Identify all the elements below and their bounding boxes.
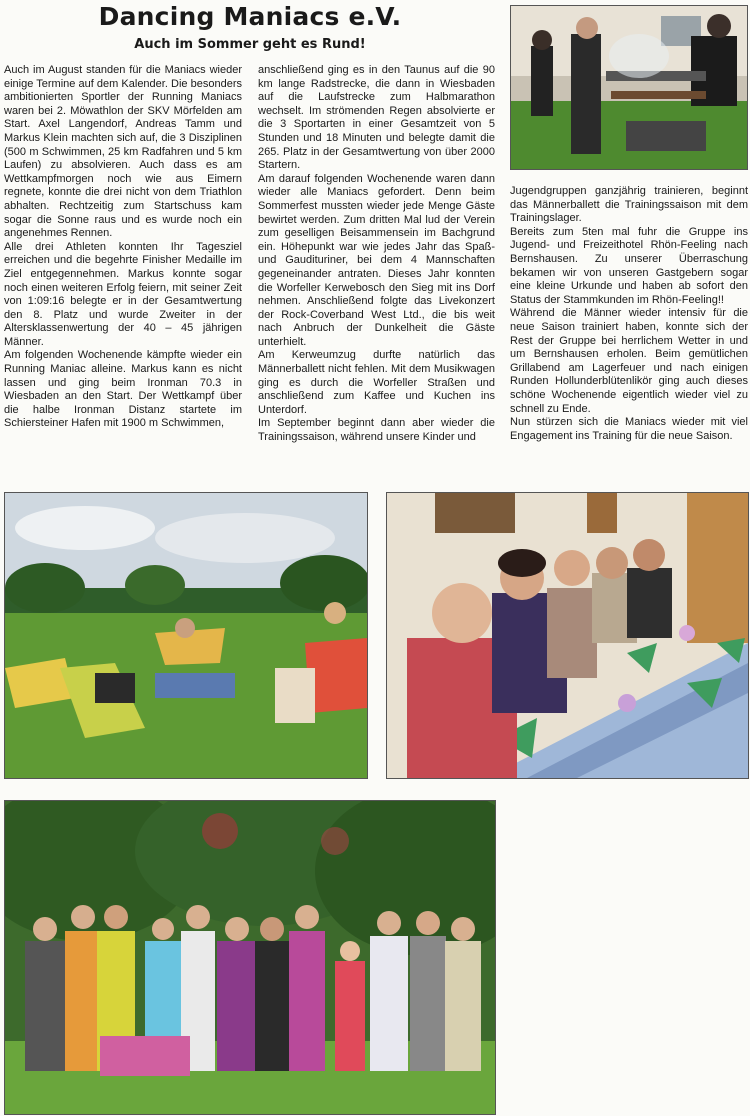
article-subtitle: Auch im Sommer geht es Rund!: [134, 37, 366, 52]
people-at-table-photo: [386, 492, 749, 779]
paragraph: Auch im August standen für die Maniacs wieder einige Termine auf dem Kalender. Die besonders ambitionierten Sportler der Running Maniacs waren bei 2. Möwathlon der SKV Mörfelden am Start. Axel Langendorf, Andreas Tamm und Markus Klein machten sich auf, die 3 Disziplinen (500 m Schwimmen, 25 km Radfahren und 5 km Laufen) zu absolvieren. Auch dass es am Wettkampfmorgen noch wie aus Eimern regnete, konnte die drei nicht von dem Triathlon abhalten. Rechtzeitig zum Startschuss kam sogar die Sonne raus und es wurde noch ein angenehmes Rennen.: [4, 64, 242, 240]
text-column-1: [4, 64, 242, 431]
article-title: Dancing Maniacs e.V.: [98, 2, 402, 31]
paragraph: Während die Männer wieder intensiv für die neue Saison trainiert haben, konnte sich der Rest der Gruppe bei herrlichem Wetter in und um Bernshausen erholen. Beim gemütlichen Grillabend am Lagerfeuer und nach einigen Runden Hollunderblütenlikör ging auch dieses schöne Wochenende eigentlich wieder viel zu schnell zu Ende.: [510, 307, 748, 415]
paragraph: Bereits zum 5ten mal fuhr die Gruppe ins Jugend- und Freizeithotel Rhön-Feeling nach Bernshausen. Zu unserer Überraschung bekamen wir von unseren Gastgebern sogar eine kleine Urkunde und haben ab sofort den Status der Stammkunden im Rhön-Feeling!!: [510, 225, 748, 306]
group-photo: [4, 800, 496, 1115]
paragraph: anschließend ging es in den Taunus auf die 90 km lange Radstrecke, die dann in Wiesbaden auf die Laufstrecke zum Halbmarathon wechselt. Im strömenden Regen absolvierte er die 3 Sportarten in einer Gesamtzeit von 5 Stunden und 18 Minuten und belegte damit die 265. Platz in der Gesamtwertung von über 2000 Startern.: [258, 64, 495, 172]
text-column-3: [510, 185, 748, 443]
deckchairs-on-lawn-photo: [4, 492, 368, 779]
paragraph: Jugendgruppen ganzjährig trainieren, beginnt das Männerballett die Trainingssaison mit dem Trainingslager.: [510, 185, 748, 225]
paragraph: Nun stürzen sich die Maniacs wieder mit viel Engagement ins Training für die neue Saison.: [510, 416, 748, 442]
grill-photo: [510, 5, 748, 170]
paragraph: Am folgenden Wochenende kämpfte wieder ein Running Maniac alleine. Markus kann es nicht lassen und ging beim Ironman 70.3 in Wiesbaden an den Start. Der Wettkampf über die halbe Ironman Distanz startete im Schiersteiner Hafen mit 1900 m Schwimmen,: [4, 349, 242, 430]
text-column-2: [258, 64, 495, 445]
paragraph: Am darauf folgenden Wochenende waren dann wieder alle Maniacs gefordert. Denn beim Sommerfest mussten wieder jede Menge Gäste bewirtet werden. Zum dritten Mal lud der Verein zum geselligen Beisammensein im Bachgrund ein. Höhepunkt war wie jedes Jahr das Spaß- und Gaudituriner, bei dem 4 Mannschaften gegeneinander antraten. Dieses Jahr konnten die Worfeller Kerwebosch den Sieg mit ins Dorf nehmen. Anschließend folgte das Livekonzert der Rock-Coverband West Ltd., die bis weit nach Anbruch der Dunkelheit die Gäste unterhielt.: [258, 172, 495, 348]
paragraph: Am Kerweumzug durfte natürlich das Männerballett nicht fehlen. Mit dem Musikwagen ging es durch die Worfeller Straßen und anschließend zum Kaffee und Kuchen ins Unterdorf.: [258, 349, 495, 416]
paragraph: Im September beginnt dann aber wieder die Trainingssaison, während unsere Kinder und: [258, 417, 495, 444]
paragraph: Alle drei Athleten konnten Ihr Tagesziel erreichen und die begehrte Finisher Medaille im Ziel entgegennehmen. Markus konnte sogar noch einen weiteren Erfolg feiern, mit seiner Zeit von 1:09:16 belegte er in der Gesamtwertung den 8. Platz und wurde Zweiter in der Altersklassenwertung der 40 – 45 jährigen Männer.: [4, 240, 242, 348]
